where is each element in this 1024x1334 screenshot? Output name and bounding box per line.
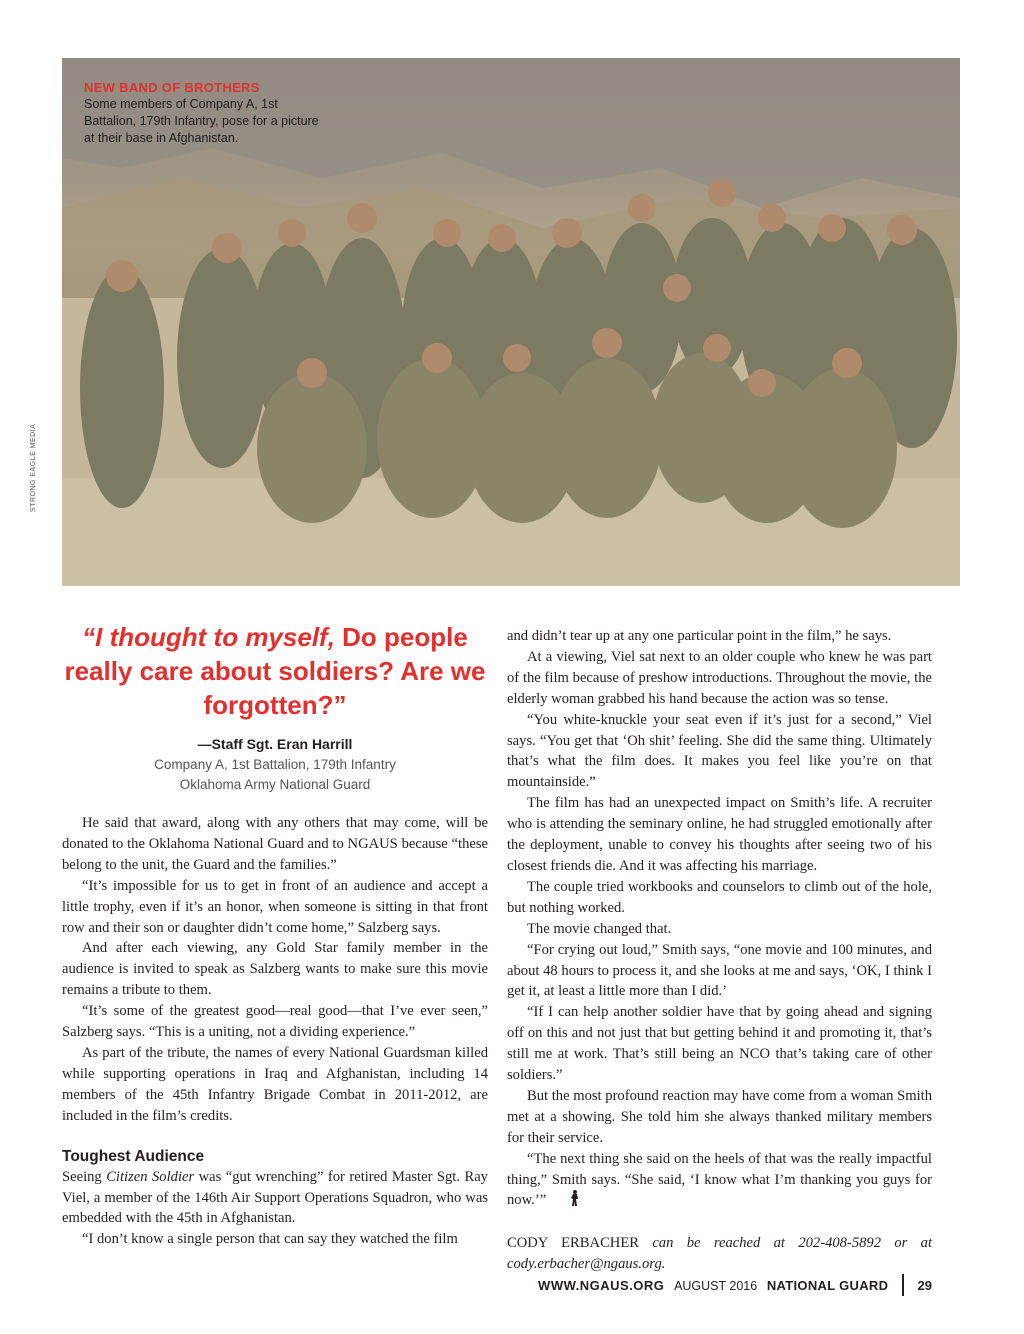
affiliation-line-1: Company A, 1st Battalion, 179th Infantry (154, 757, 396, 772)
paragraph (62, 1167, 488, 1230)
paragraph: “If I can help another soldier have that by going ahead and signing off on this and not just that but getting behind it and promoting it, that’s still me at work. That’s still being an NCO that’s taking care of other soldiers.” (507, 1004, 932, 1084)
paragraph: The film has had an unexpected impact on Smith’s life. A recruiter who is attending the seminary online, he had struggled emotionally after the deployment, unable to convey his thoughts after seeing two of his closest friends die. And it was affecting his marriage. (507, 795, 932, 874)
article-column-1 (62, 813, 488, 1250)
film-title: Citizen Soldier (106, 1168, 195, 1185)
author-contact: can be reached at 202-408-5892 or at cody.erbacher@ngaus.org. (507, 1235, 932, 1273)
footer-date: AUGUST 2016 (674, 1279, 758, 1293)
paragraph: “It’s some of the greatest good—real good—that I’ve ever seen,” Salzberg says. “This is a uniting, not a dividing experience.” (62, 1003, 488, 1041)
article-column-2 (507, 626, 932, 1275)
paragraph: The movie changed that. (527, 920, 672, 937)
paragraph-text: was “gut wrenching” for retired Master Sgt. Ray Viel, a member of the 146th Air Support Operations Squadron, who was embedded with the 45th in Afghanistan. (62, 1168, 488, 1227)
page-footer (538, 1274, 932, 1296)
group-photo (62, 58, 960, 586)
footer-url[interactable]: WWW.NGAUS.ORG (538, 1278, 665, 1293)
author-signature (507, 1233, 932, 1275)
pull-quote-affiliation (62, 755, 488, 795)
paragraph: and didn’t tear up at any one particular point in the film,” he says. (507, 628, 892, 644)
paragraph: But the most profound reaction may have come from a woman Smith met at a showing. She told him she always thanked military members for their service. (507, 1087, 932, 1146)
section-subhead: Toughest Audience (62, 1147, 205, 1165)
pull-quote-open: “ (82, 622, 96, 652)
photo-credit: STRONG EAGLE MEDIA (30, 423, 37, 512)
paragraph: As part of the tribute, the names of every National Guardsman killed while supporting operations in Iraq and Afghanistan, including 14 members of the 45th Infantry Brigade Combat in 2011-2012, are included in the film’s credits. (62, 1044, 488, 1124)
affiliation-line-2: Oklahoma Army National Guard (179, 777, 371, 792)
footer-magazine: NATIONAL GUARD (766, 1278, 889, 1293)
paragraph: “For crying out loud,” Smith says, “one movie and 100 minutes, and about 48 hours to process it, and she looks at me and says, ‘OK, I think I get it, at least a little more than I did.’ (507, 941, 932, 1000)
paragraph: At a viewing, Viel sat next to an older couple who knew he was part of the film because of preshow introductions. Throughout the movie, the elderly woman grabbed his hand because the action was so tense. (507, 648, 932, 707)
pull-quote-italic: I thought to myself, (95, 622, 335, 652)
caption-title: NEW BAND OF BROTHERS (84, 80, 260, 95)
paragraph: And after each viewing, any Gold Star family member in the audience is invited to speak as Salzberg wants to make sure this movie remains a tribute to them. (62, 940, 488, 999)
photo-caption (84, 80, 324, 147)
author-name: CODY ERBACHER (507, 1235, 639, 1252)
paragraph: “I don’t know a single person that can say they watched the film (82, 1231, 458, 1248)
footer-divider (902, 1274, 904, 1296)
paragraph-text: Seeing (62, 1168, 107, 1185)
paragraph: “You white-knuckle your seat even if it’s just for a second,” Viel says. “You get that ‘Oh shit’ feeling. She did the same thing. Ultimately that’s what the film does. It makes you feel like you’re on that mountainside.” (507, 711, 932, 791)
paragraph-text: “The next thing she said on the heels of that was the really impactful thing,” Smith says. “She said, ‘I know what I’m thanking you guys for now.’” (507, 1150, 932, 1209)
pull-quote-text (62, 620, 488, 722)
paragraph: He said that award, along with any others that may come, will be donated to the Oklahoma National Guard and to NGAUS because “these belong to the unit, the Guard and the families.” (62, 815, 488, 873)
pull-quote (62, 620, 488, 795)
paragraph: “It’s impossible for us to get in front of an audience and accept a little trophy, even if it’s an honor, when someone is sitting in that front row and their son or daughter didn’t come home,” Salzberg says. (62, 877, 488, 936)
page-number: 29 (917, 1278, 932, 1293)
caption-body: Some members of Company A, 1st Battalion, 179th Infantry, pose for a picture at their base in Afghanistan. (84, 97, 319, 145)
pull-quote-rest: Do people really care about soldiers? Are we forgotten?” (64, 622, 486, 720)
paragraph: The couple tried workbooks and counselors to climb out of the hole, but nothing worked. (507, 878, 932, 916)
pull-quote-author: —Staff Sgt. Eran Harrill (197, 736, 353, 752)
minuteman-end-icon (550, 1190, 580, 1213)
paragraph (507, 1149, 932, 1214)
